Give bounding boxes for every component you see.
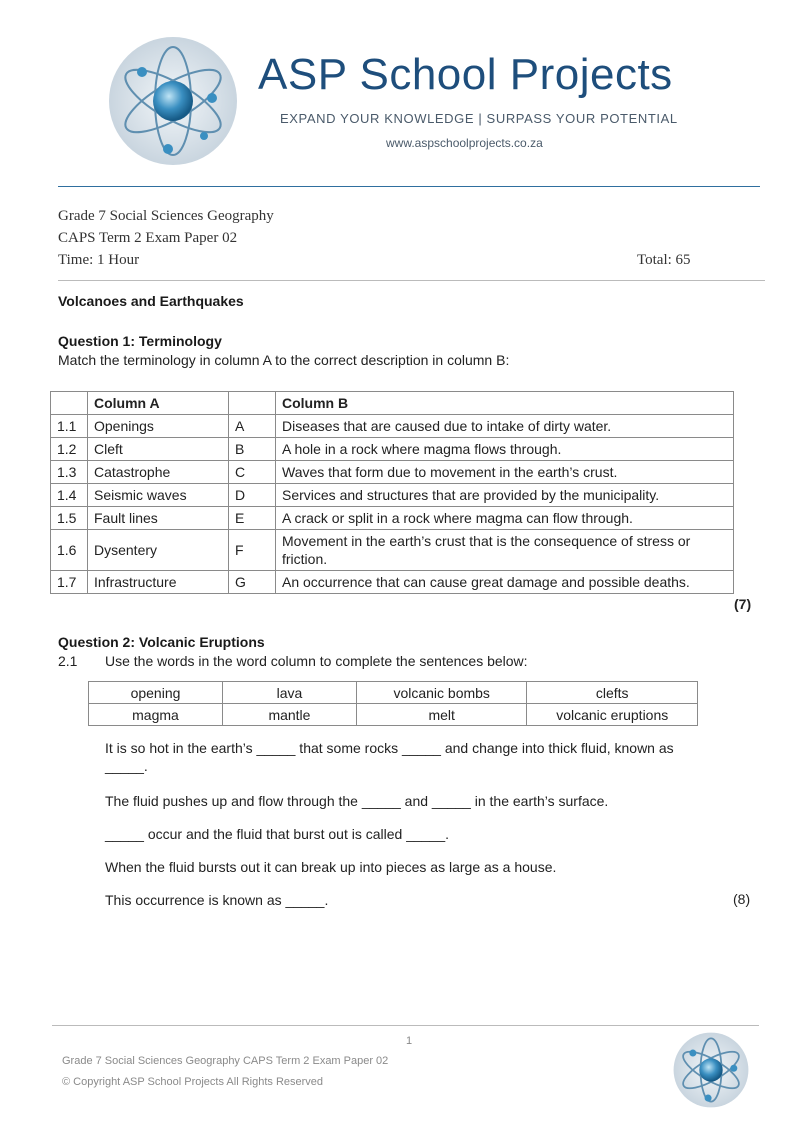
row-number: 1.1 (51, 415, 88, 438)
word-cell: magma (89, 704, 223, 726)
letter-cell: A (229, 415, 276, 438)
letter-cell: B (229, 438, 276, 461)
sentence-2: The fluid pushes up and flow through the _____ and _____ in the earth’s surface. (105, 793, 609, 809)
exam-time: Time: 1 Hour (58, 252, 140, 268)
word-cell: opening (89, 682, 223, 704)
word-cell: mantle (222, 704, 356, 726)
row-number: 1.6 (51, 530, 88, 571)
brand-tagline: EXPAND YOUR KNOWLEDGE | SURPASS YOUR POTENTIAL (280, 111, 678, 126)
row-number: 1.2 (51, 438, 88, 461)
letter-cell: F (229, 530, 276, 571)
word-bank-table (88, 681, 698, 726)
term-cell: Dysentery (88, 530, 229, 571)
row-number: 1.4 (51, 484, 88, 507)
description-cell: An occurrence that can cause great damage and possible deaths. (276, 571, 734, 594)
sentence-3: _____ occur and the fluid that burst out is called _____. (105, 826, 450, 842)
terminology-table (50, 391, 734, 594)
row-number: 1.7 (51, 571, 88, 594)
word-cell: volcanic bombs (356, 682, 527, 704)
description-cell: Movement in the earth’s crust that is the consequence of stress or friction. (276, 530, 734, 571)
question-2-marks: (8) (733, 891, 751, 907)
table-row (51, 484, 734, 507)
term-cell: Fault lines (88, 507, 229, 530)
info-divider (58, 280, 765, 281)
term-cell: Seismic waves (88, 484, 229, 507)
table-row (51, 438, 734, 461)
letter-cell: D (229, 484, 276, 507)
description-cell: A hole in a rock where magma flows through. (276, 438, 734, 461)
exam-total: Total: 65 (637, 252, 691, 268)
sentence-1: It is so hot in the earth’s _____ that some rocks _____ and change into thick fluid, known as _____. (105, 740, 674, 774)
page-number: 1 (406, 1035, 413, 1047)
table-cell (51, 392, 88, 415)
column-a-header: Column A (88, 392, 229, 415)
sentence-5: This occurrence is known as _____. (105, 892, 329, 908)
term-cell: Cleft (88, 438, 229, 461)
footer-paper-title: Grade 7 Social Sciences Geography CAPS Term 2 Exam Paper 02 (62, 1055, 389, 1067)
description-cell: Services and structures that are provided by the municipality. (276, 484, 734, 507)
brand-title: ASP School Projects (258, 50, 673, 99)
description-cell: Diseases that are caused due to intake of dirty water. (276, 415, 734, 438)
term-cell: Openings (88, 415, 229, 438)
term-cell: Catastrophe (88, 461, 229, 484)
table-row (51, 530, 734, 571)
word-cell: clefts (527, 682, 698, 704)
table-row (51, 571, 734, 594)
table-row (51, 415, 734, 438)
table-row (51, 507, 734, 530)
table-row (89, 704, 698, 726)
sentence-4: When the fluid bursts out it can break up into pieces as large as a house. (105, 859, 557, 875)
letter-cell: G (229, 571, 276, 594)
question-2-subnumber: 2.1 (58, 653, 78, 669)
table-cell (229, 392, 276, 415)
footer-copyright: © Copyright ASP School Projects All Rights Reserved (62, 1076, 324, 1088)
word-cell: lava (222, 682, 356, 704)
section-title: Volcanoes and Earthquakes (58, 293, 244, 309)
header-divider (58, 186, 760, 187)
question-1-marks: (7) (734, 596, 752, 612)
exam-paper: CAPS Term 2 Exam Paper 02 (58, 230, 238, 246)
exam-subject: Grade 7 Social Sciences Geography (58, 208, 274, 224)
question-2-instruction: Use the words in the word column to complete the sentences below: (105, 653, 528, 669)
table-header-row (51, 392, 734, 415)
question-1-title: Question 1: Terminology (58, 333, 222, 349)
question-2-title: Question 2: Volcanic Eruptions (58, 634, 265, 650)
word-cell: volcanic eruptions (527, 704, 698, 726)
atom-logo-small-icon (673, 1032, 749, 1108)
letter-cell: E (229, 507, 276, 530)
question-1-instruction: Match the terminology in column A to the correct description in column B: (58, 352, 510, 368)
table-row (89, 682, 698, 704)
table-row (51, 461, 734, 484)
column-b-header: Column B (276, 392, 734, 415)
description-cell: A crack or split in a rock where magma can flow through. (276, 507, 734, 530)
footer-divider (52, 1025, 759, 1026)
row-number: 1.5 (51, 507, 88, 530)
term-cell: Infrastructure (88, 571, 229, 594)
brand-url: www.aspschoolprojects.co.za (386, 136, 543, 150)
row-number: 1.3 (51, 461, 88, 484)
description-cell: Waves that form due to movement in the earth’s crust. (276, 461, 734, 484)
word-cell: melt (356, 704, 527, 726)
atom-logo-icon (108, 36, 238, 166)
letter-cell: C (229, 461, 276, 484)
